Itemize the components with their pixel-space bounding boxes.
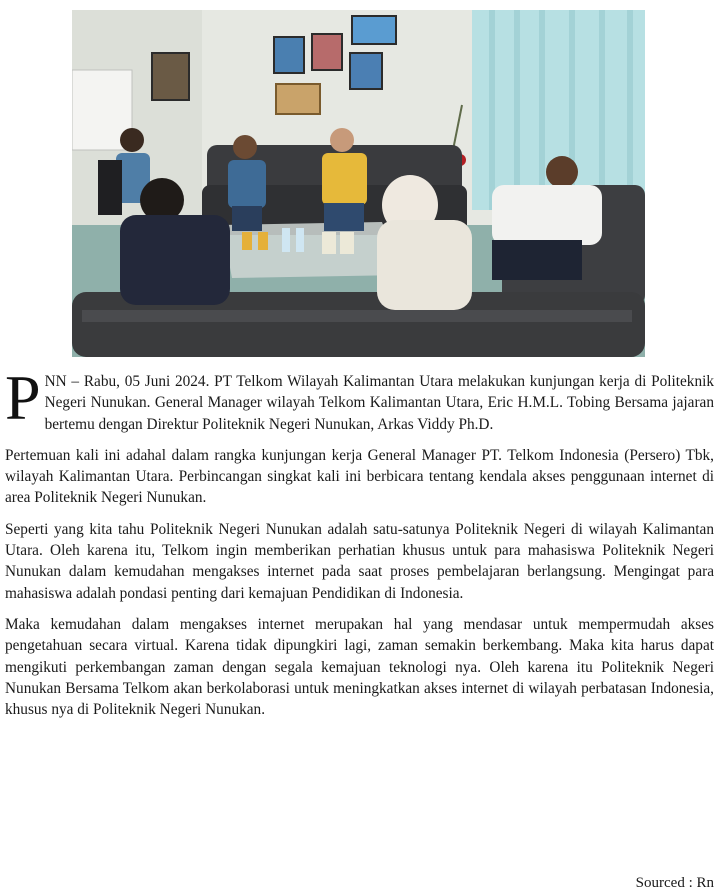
article-paragraph-4: Maka kemudahan dalam mengakses internet merupakan hal yang mendasar untuk mempermudah akses pengetahuan secara virtual. Karena tidak dipungkiri lagi, zaman semakin berkembang. Maka kita harus dapat mengikuti perkembangan zaman dengan segala kemajuan teknologi nya. Oleh karena itu Politeknik Negeri Nunukan Bersama Telkom akan berkolaborasi untuk meningkatkan akses internet di wilayah perbatasan Indonesia, khusus nya di Politeknik Negeri Nunukan. bbox=[5, 615, 714, 719]
source-credit: Sourced : Rn bbox=[635, 875, 714, 891]
meeting-photo-illustration bbox=[72, 10, 645, 357]
meeting-photo bbox=[72, 10, 645, 357]
article-paragraph-1 bbox=[5, 362, 714, 435]
article-paragraph-3: Seperti yang kita tahu Politeknik Negeri Nunukan adalah satu-satunya Politeknik Negeri di wilayah Kalimantan Utara. Oleh karena itu, Telkom ingin memberikan perhatian khusus untuk para mahasiswa Politeknik Negeri Nunukan dalam kemudahan mengakses internet pada saat proses pembelajaran berlangsung. Mengingat para mahasiswa adalah pondasi penting dari kemajuan Pendidikan di Indonesia. bbox=[5, 520, 714, 602]
article-paragraph-2: Pertemuan kali ini adahal dalam rangka kunjungan kerja General Manager PT. Telkom Indonesia (Persero) Tbk, wilayah Kalimantan Utara. Perbincangan singkat kali ini berbicara tentang kendala akses penggunaan internet di area Politeknik Negeri Nunukan. bbox=[5, 446, 714, 507]
article-body bbox=[5, 362, 714, 730]
paragraph-1-text: NN – Rabu, 05 Juni 2024. PT Telkom Wilayah Kalimantan Utara melakukan kunjungan kerja di Politeknik Negeri Nunukan. General Manager wilayah Telkom Kalimantan Utara, Eric H.M.L. Tobing Bersama jajaran bertemu dengan Direktur Politeknik Negeri Nunukan, Arkas Viddy Ph.D. bbox=[44, 373, 714, 433]
drop-cap: P bbox=[5, 362, 41, 433]
